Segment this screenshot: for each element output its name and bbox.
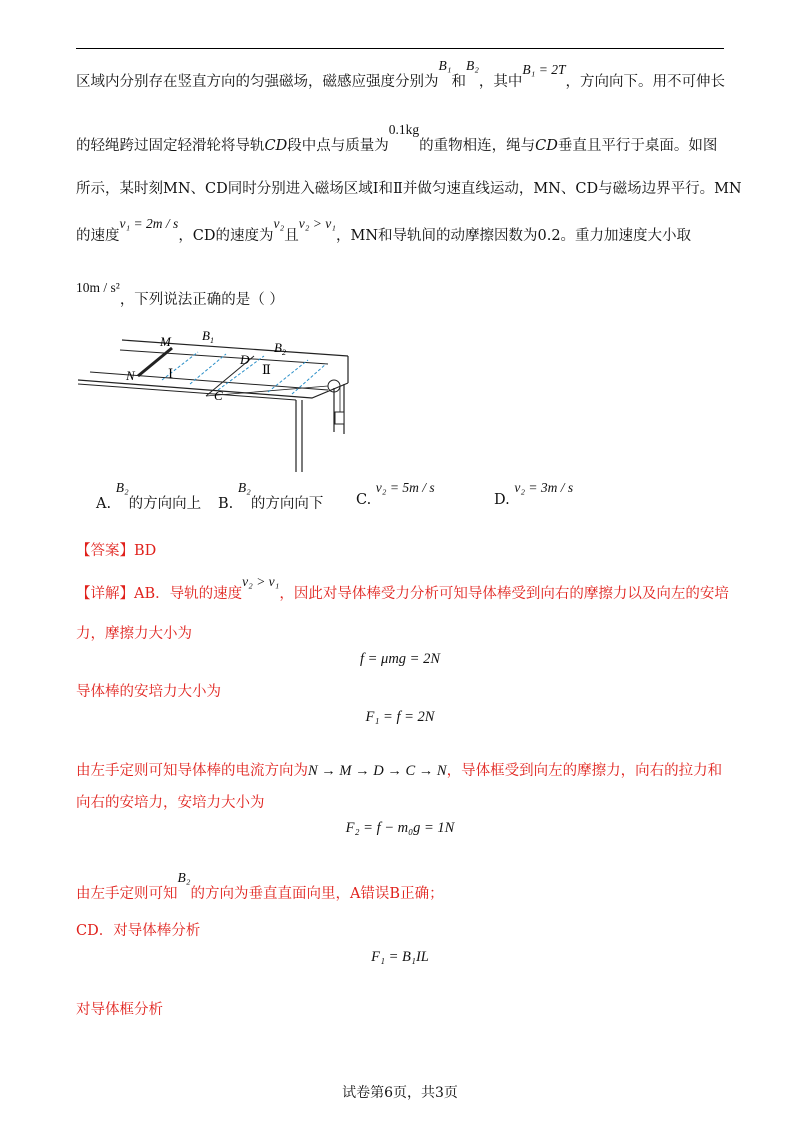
header-rule	[76, 48, 724, 49]
solution-line-3: 导体棒的安培力大小为	[76, 684, 221, 700]
option-c[interactable]: C. v₂ = 5m / s	[356, 480, 435, 508]
figure-label-d: D	[240, 352, 250, 367]
figure-label-region-2: Ⅱ	[262, 362, 271, 377]
solution-line-7: CD．对导体棒分析	[76, 923, 201, 939]
option-b[interactable]: B. B₂的方向向下	[218, 480, 324, 512]
solution-line-1: 【详解】AB．导轨的速度v₂ > v₁，因此对导体棒受力分析可知导体棒受到向右的摩擦力以及向左的安培	[76, 574, 729, 602]
b2-symbol: B₂	[465, 58, 479, 73]
equation-ampere-2: F₂ = f − m₀g = 1N	[345, 820, 455, 836]
v1-equation: v₁ = 2m / s	[119, 216, 179, 231]
b1-equation: B₁ = 2T	[522, 62, 566, 77]
question-line-5: 10m / s²，下列说法正确的是（ ）	[76, 280, 284, 308]
equation-friction: f = μmg = 2N	[359, 651, 441, 667]
answer-line: 【答案】BD	[76, 543, 157, 559]
b1-symbol: B₁	[438, 58, 452, 73]
question-line-1: 区域内分别存在竖直方向的匀强磁场，磁感应强度分别为B₁和B₂，其中B₁ = 2T，方向向下。用不可伸长	[76, 58, 725, 90]
figure-label-m: M	[160, 334, 171, 349]
figure-label-region-1: Ⅰ	[168, 366, 174, 381]
solution-line-2: 力，摩擦力大小为	[76, 626, 192, 642]
question-line-2: 的轻绳跨过固定轻滑轮将导轨CD段中点与质量为0.1kg的重物相连，绳与CD垂直且平行于桌面。如图	[76, 122, 718, 154]
figure-label-n: N	[126, 368, 135, 383]
apparatus-figure	[78, 328, 368, 478]
equation-ampere-1: F₁ = f = 2N	[365, 709, 435, 725]
figure-label-c: C	[214, 388, 223, 403]
solution-line-4: 由左手定则可知导体棒的电流方向为N → M → D → C → N，导体框受到向左的摩擦力，向右的拉力和	[76, 763, 723, 779]
solution-line-6: 由左手定则可知B₂的方向为垂直直面向里，A错误B正确；	[76, 870, 444, 902]
option-d[interactable]: D. v₂ = 3m / s	[494, 480, 574, 508]
solution-line-5: 向右的安培力，安培力大小为	[76, 795, 265, 811]
current-path: N → M → D → C → N	[308, 763, 447, 779]
solution-line-8: 对导体框分析	[76, 1002, 163, 1018]
question-line-3: 所示，某时刻MN、CD同时分别进入磁场区域Ⅰ和Ⅱ并做匀速直线运动，MN、CD与磁场边界平行。MN	[76, 181, 742, 197]
equation-ampere-force: F₁ = B₁IL	[371, 949, 429, 965]
g-value: 10m / s²	[76, 280, 120, 295]
figure-label-b2: $B_2$	[274, 340, 286, 357]
page-footer: 试卷第6页，共3页	[342, 1085, 458, 1101]
option-a[interactable]: A. B₂的方向向上	[96, 480, 202, 512]
mass-value: 0.1kg	[388, 122, 420, 137]
figure-label-b1: $B_1$	[202, 328, 214, 345]
question-line-4: 的速度v₁ = 2m / s，CD的速度为v₂且v₂ > v₁，MN和导轨间的动摩擦因数为0.2。重力加速度大小取	[76, 216, 692, 244]
